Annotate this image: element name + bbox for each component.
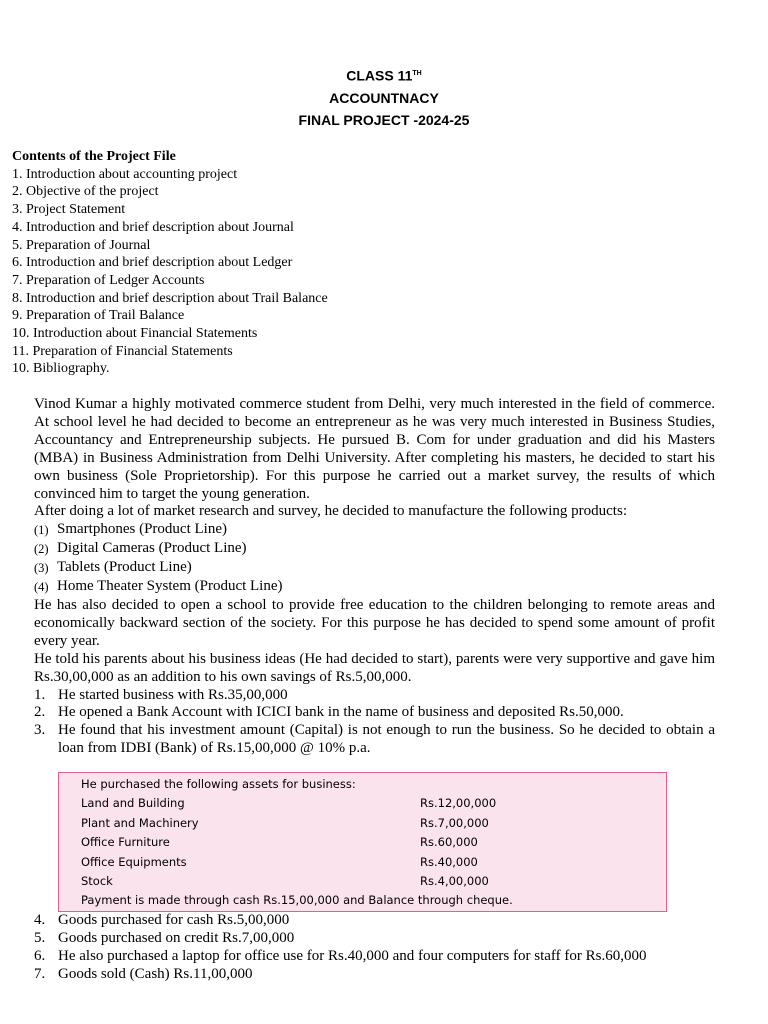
contents-item: 4. Introduction and brief description about Journal xyxy=(12,219,294,235)
asset-row: Stock Rs.4,00,000 xyxy=(81,874,489,888)
parents-paragraph: He told his parents about his business ideas (He had decided to start), parents were very supportive and gave him Rs.30,00,000 as an addition to his own savings of Rs.5,00,000. xyxy=(34,650,715,685)
list-item: (3) Tablets (Product Line) xyxy=(34,559,192,576)
list-item: 3. He found that his investment amount (Capital) is not enough to run the business. So he decided to obtain a loan from IDBI (Bank) of Rs.15,00,000 @ 10% p.a. xyxy=(34,722,715,757)
contents-title: Contents of the Project File xyxy=(12,149,176,164)
list-item: 4. Goods purchased for cash Rs.5,00,000 xyxy=(34,912,290,928)
asset-row: Plant and Machinery Rs.7,00,000 xyxy=(81,816,489,830)
list-item: (2) Digital Cameras (Product Line) xyxy=(34,540,247,557)
contents-item: 5. Preparation of Journal xyxy=(12,237,151,253)
product-list xyxy=(34,521,715,597)
contents-item: 11. Preparation of Financial Statements xyxy=(12,343,233,359)
contents-item: 3. Project Statement xyxy=(12,202,126,218)
research-paragraph: After doing a lot of market research and survey, he decided to manufacture the following products: xyxy=(34,503,627,520)
list-item: 6. He also purchased a laptop for office use for Rs.40,000 and four computers for staff for Rs.60,000 xyxy=(34,947,647,964)
asset-row: Office Furniture Rs.60,000 xyxy=(81,835,478,849)
list-item: (1) Smartphones (Product Line) xyxy=(34,521,227,538)
contents-item: 1. Introduction about accounting project xyxy=(12,166,238,182)
list-item: (4) Home Theater System (Product Line) xyxy=(34,578,283,595)
assets-heading: He purchased the following assets for business: xyxy=(81,777,356,791)
document-header xyxy=(0,63,768,131)
assets-footer: Payment is made through cash Rs.15,00,000 and Balance through cheque. xyxy=(81,893,513,907)
contents-item: 10. Introduction about Financial Statements xyxy=(12,326,258,342)
asset-row: Office Equipments Rs.40,000 xyxy=(81,855,478,869)
school-paragraph: He has also decided to open a school to provide free education to the children belonging to remote areas and economically backward section of the society. For this purpose he has decided to spend some amount of profit every year. xyxy=(34,596,715,649)
contents-item: 9. Preparation of Trail Balance xyxy=(12,308,185,324)
subject-heading: ACCOUNTNACY xyxy=(329,89,439,106)
list-item: 1. He started business with Rs.35,00,000 xyxy=(34,686,288,703)
assets-box xyxy=(58,772,667,912)
intro-paragraph: Vinod Kumar a highly motivated commerce student from Delhi, very much interested in the field of commerce. At school level he had decided to become an entrepreneur as he was very much interested in Business Studies, Accountancy and Entrepreneurship subjects. He pursued B. Com for under graduation and did his Masters (MBA) in Business Administration from Delhi University. After completing his masters, he decided to start his own business (Sole Proprietorship). For this purpose he carried out a market survey, the results of which convinced him to target the young generation. xyxy=(34,396,715,502)
list-item: 7. Goods sold (Cash) Rs.11,00,000 xyxy=(34,965,253,982)
list-item: 5. Goods purchased on credit Rs.7,00,000 xyxy=(34,929,295,946)
contents-item: 8. Introduction and brief description about Trail Balance xyxy=(12,290,328,306)
contents-item: 7. Preparation of Ledger Accounts xyxy=(12,272,205,288)
class-heading: CLASS 11TH xyxy=(346,67,422,84)
project-statement xyxy=(34,396,715,758)
contents-item: 2. Objective of the project xyxy=(12,184,159,200)
contents-item: 10. Bibliography. xyxy=(12,361,110,377)
class-superscript: TH xyxy=(412,70,422,77)
project-heading: FINAL PROJECT -2024-25 xyxy=(298,111,470,128)
contents-item: 6. Introduction and brief description about Ledger xyxy=(12,255,293,271)
contents-list xyxy=(12,148,328,378)
list-item: 2. He opened a Bank Account with ICICI bank in the name of business and deposited Rs.50,000. xyxy=(34,704,624,721)
transaction-list-continued xyxy=(34,912,715,984)
asset-row: Land and Building Rs.12,00,000 xyxy=(81,796,497,810)
transaction-list xyxy=(34,687,715,759)
